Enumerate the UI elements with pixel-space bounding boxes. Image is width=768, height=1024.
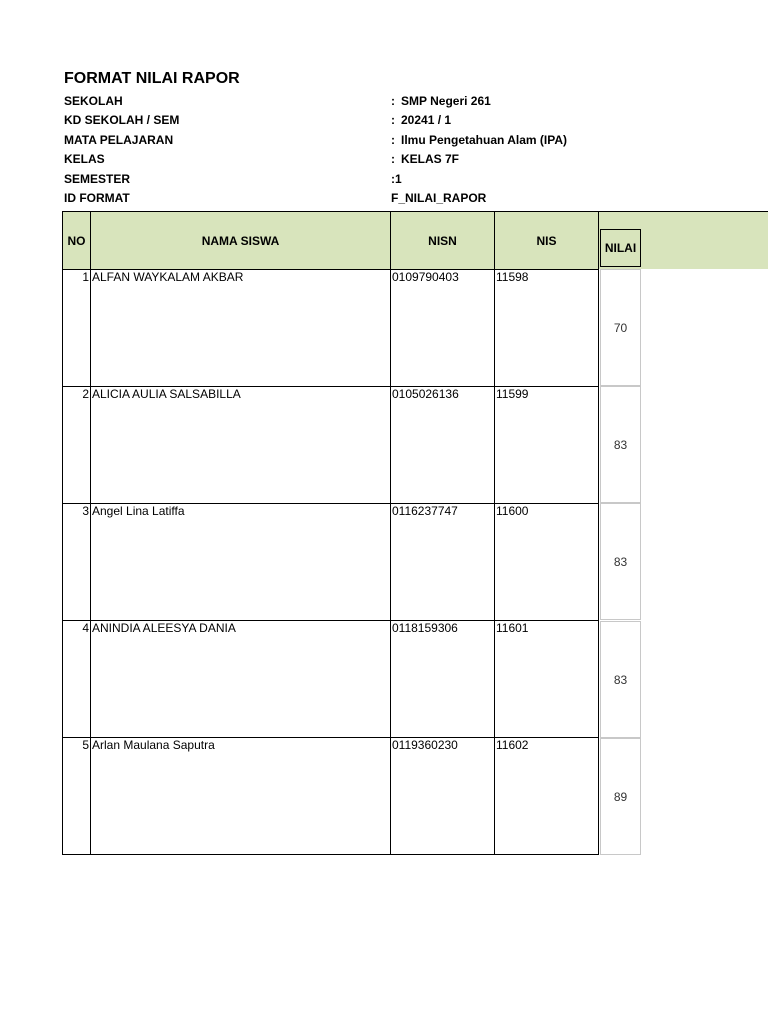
header-nis: NIS [495,212,599,270]
cell-nama-siswa[interactable]: Arlan Maulana Saputra [91,738,391,855]
header-nama-siswa: NAMA SISWA [91,212,391,270]
info-value-text: SMP Negeri 261 [401,94,491,108]
info-value-text: KELAS 7F [401,152,460,166]
info-value-text: Ilmu Pengetahuan Alam (IPA) [401,133,568,147]
table-row [63,270,600,387]
cell-no: 5 [63,738,91,855]
info-value-kelas [391,152,459,168]
cell-nilai[interactable]: 83 [600,621,641,738]
info-separator: : [391,113,395,127]
info-separator: : [391,94,395,108]
info-label-kd-sekolah: KD SEKOLAH / SEM [64,113,180,127]
cell-nis[interactable]: 11602 [495,738,599,855]
cell-nis[interactable]: 11601 [495,621,599,738]
info-label-semester: SEMESTER [64,172,131,186]
cell-no: 1 [63,270,91,387]
document-title: FORMAT NILAI RAPOR [64,70,240,87]
header-no: NO [63,212,91,270]
cell-no: 4 [63,621,91,738]
table-row [63,387,600,504]
cell-nisn[interactable]: 0105026136 [391,387,495,504]
info-value-text: 20241 / 1 [401,113,452,127]
info-label-mata-pelajaran: MATA PELAJARAN [64,133,174,147]
table-row [63,738,600,855]
info-value-text: F_NILAI_RAPOR [391,191,487,205]
cell-nisn[interactable]: 0109790403 [391,270,495,387]
table-row [63,621,600,738]
header-nisn: NISN [391,212,495,270]
info-separator: : [391,133,395,147]
cell-nama-siswa[interactable]: ALICIA AULIA SALSABILLA [91,387,391,504]
cell-no: 2 [63,387,91,504]
table-row [63,504,600,621]
info-value-kd-sekolah [391,113,451,129]
info-value-id-format [391,191,486,207]
cell-nisn[interactable]: 0116237747 [391,504,495,621]
info-label-sekolah: SEKOLAH [64,94,123,108]
info-value-mata-pelajaran [391,133,567,149]
info-value-text: 1 [395,172,402,186]
cell-nilai[interactable]: 83 [600,503,641,620]
cell-nisn[interactable]: 0118159306 [391,621,495,738]
cell-nama-siswa[interactable]: Angel Lina Latiffa [91,504,391,621]
cell-nama-siswa[interactable]: ALFAN WAYKALAM AKBAR [91,270,391,387]
cell-nis[interactable]: 11600 [495,504,599,621]
cell-no: 3 [63,504,91,621]
info-label-kelas: KELAS [64,152,105,166]
cell-nama-siswa[interactable]: ANINDIA ALEESYA DANIA [91,621,391,738]
cell-nisn[interactable]: 0119360230 [391,738,495,855]
cell-nis[interactable]: 11599 [495,387,599,504]
cell-nis[interactable]: 11598 [495,270,599,387]
cell-nilai[interactable]: 89 [600,738,641,855]
cell-nilai[interactable]: 70 [600,269,641,386]
table-header-row [63,212,600,270]
cell-nilai[interactable]: 83 [600,386,641,503]
info-separator: : [391,172,395,186]
info-value-sekolah [391,94,491,110]
student-grades-table [62,211,600,855]
info-value-semester [391,172,402,188]
info-separator: : [391,152,395,166]
info-label-id-format: ID FORMAT [64,191,130,205]
header-nilai: NILAI [600,229,641,267]
